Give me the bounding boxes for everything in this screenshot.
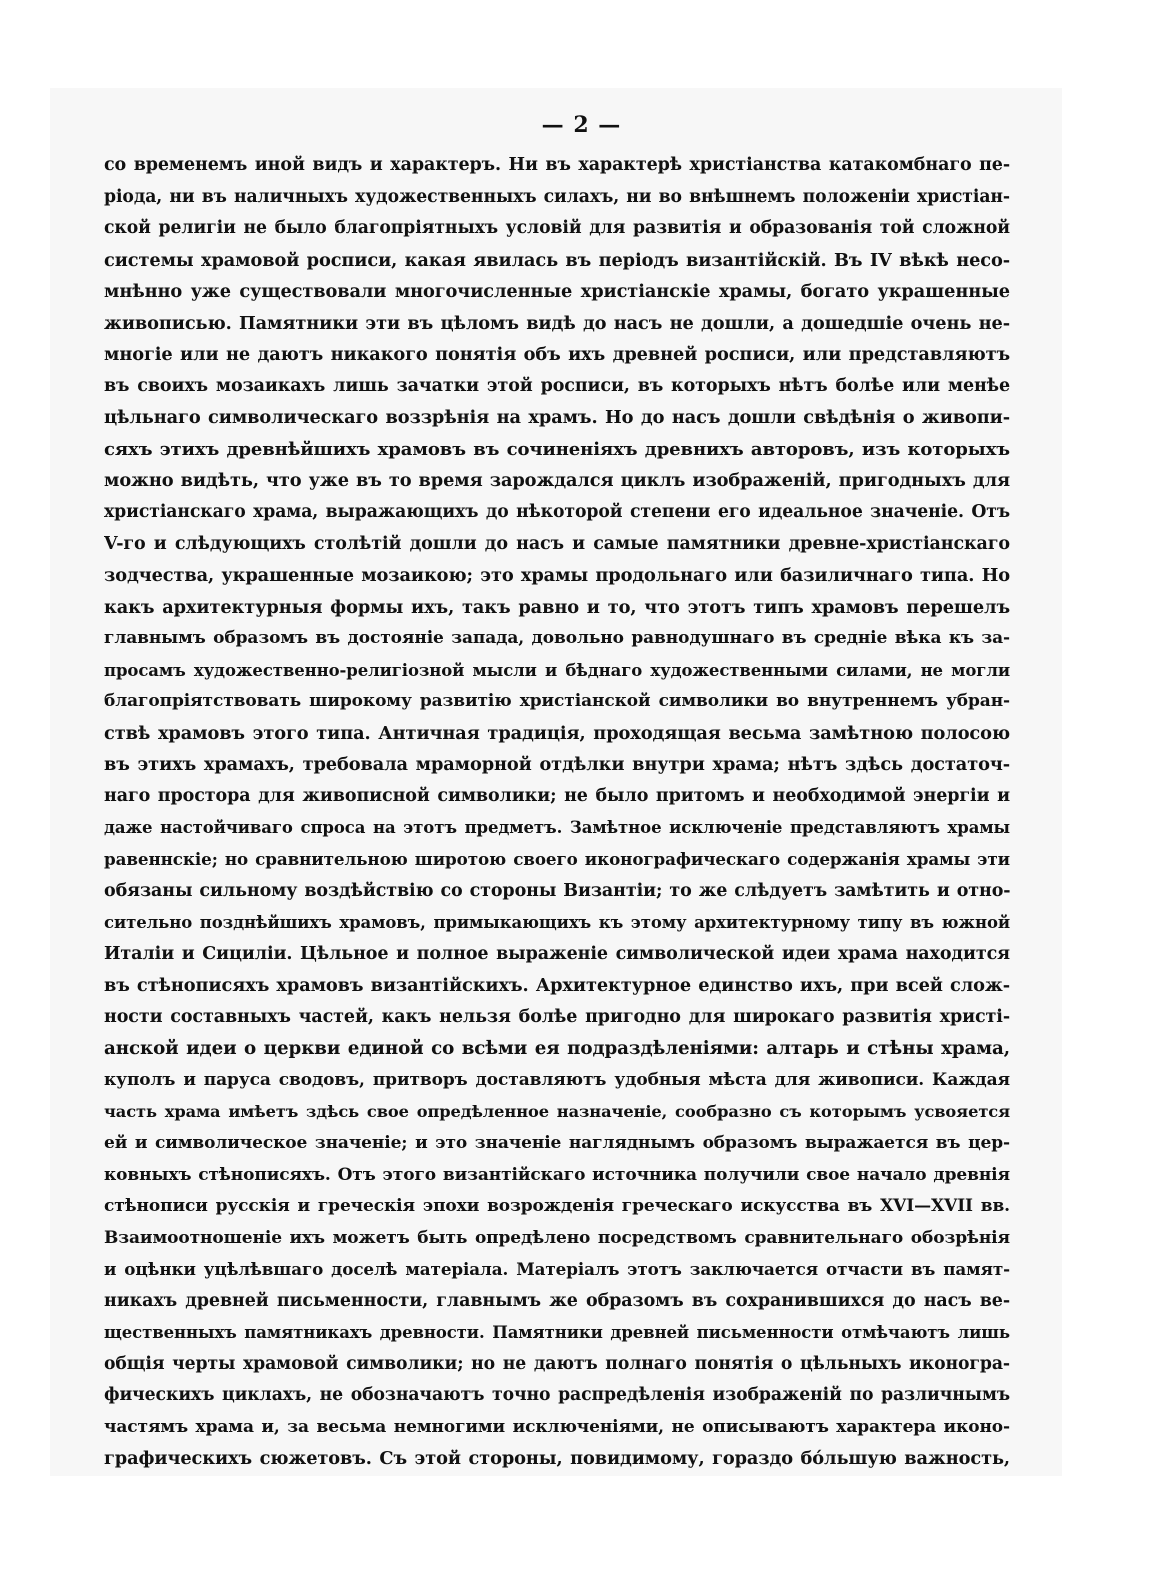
text-line: никахъ древней письменности, главнымъ же образомъ въ сохранившихся до насъ ве- (104, 1290, 1010, 1311)
text-line: ности составныхъ частей, какъ нельзя болѣе пригодно для широкаго развитія христі- (104, 1006, 1010, 1027)
text-line: со временемъ иной видъ и характеръ. Ни въ характерѣ христіанства катакомбнаго пе- (104, 155, 1010, 175)
text-line: ковныхъ стѣнописяхъ. Отъ этого византійскаго источника получили свое начало древнія (104, 1164, 1010, 1185)
text-line: щественныхъ памятникахъ древности. Памятники древней письменности отмѣчаютъ лишь (104, 1323, 1010, 1343)
text-line: наго простора для живописной символики; не было притомъ и необходимой энергіи и (104, 785, 1010, 806)
text-line: многіе или не даютъ никакого понятія объ ихъ древней росписи, или представляютъ (104, 344, 1010, 366)
text-line: Италіи и Сициліи. Цѣльное и полное выраженіе символической идеи храма находится (104, 943, 1010, 964)
text-line: ріода, ни въ наличныхъ художественныхъ силахъ, ни во внѣшнемъ положеніи христіан- (104, 186, 1010, 207)
text-line: ской религіи не было благопріятныхъ условій для развитія и образованія той сложной (104, 218, 1010, 239)
text-line: ствѣ храмовъ этого типа. Античная традиція, проходящая весьма замѣтною полосою (104, 722, 1010, 744)
text-line: зодчества, украшенные мозаикою; это храмы продольнаго или базиличнаго типа. Но (104, 565, 1010, 587)
text-line: общія черты храмовой символики; но не даютъ полнаго понятія о цѣльныхъ иконогра- (104, 1353, 1010, 1374)
text-line: частямъ храма и, за весьма немногими исключеніями, не описываютъ характера иконо- (104, 1416, 1010, 1437)
text-line: сительно позднѣйшихъ храмовъ, примыкающихъ къ этому архитектурному типу въ южной (104, 913, 1010, 933)
text-line: просамъ художественно-религіозной мысли и бѣднаго художественными силами, не могли (104, 660, 1010, 680)
text-line: въ стѣнописяхъ храмовъ византійскихъ. Архитектурное единство ихъ, при всей слож- (104, 975, 1010, 997)
text-line: ей и символическое значеніе; и это значеніе нагляднымъ образомъ выражается въ цер- (104, 1132, 1010, 1153)
text-line: можно видѣть, что уже въ то время зарождался циклъ изображеній, пригодныхъ для (104, 470, 1010, 492)
text-line: системы храмовой росписи, какая явилась въ періодъ византійскій. Въ IV вѣкѣ несо- (104, 249, 1010, 271)
text-line: въ своихъ мозаикахъ лишь зачатки этой росписи, въ которыхъ нѣтъ болѣе или менѣе (104, 375, 1010, 396)
text-line: анской идеи о церкви единой со всѣми ея подраздѣленіями: алтарь и стѣны храма, (104, 1038, 1010, 1060)
text-line: какъ архитектурныя формы ихъ, такъ равно и то, что этотъ типъ храмовъ перешелъ (104, 596, 1010, 618)
text-line: стѣнописи русскія и греческія эпохи возрожденія греческаго искусства въ XVI—XVII вв. (104, 1196, 1010, 1217)
text-line: обязаны сильному воздѣйствію со стороны Византіи; то же слѣдуетъ замѣтить и отно- (104, 880, 1010, 901)
text-line: главнымъ образомъ въ достояніе запада, довольно равнодушнаго въ средніе вѣка къ за- (104, 628, 1010, 649)
text-line: равеннскіе; но сравнительною широтою своего иконографическаго содержанія храмы эти (104, 849, 1010, 870)
body-text (104, 150, 1010, 1475)
text-line: христіанскаго храма, выражающихъ до нѣкоторой степени его идеальное значеніе. Отъ (104, 502, 1010, 523)
text-line: V-го и слѣдующихъ столѣтій дошли до насъ и самые памятники древне-христіанскаго (104, 533, 1010, 554)
text-line: цѣльнаго символическаго воззрѣнія на храмъ. Но до насъ дошли свѣдѣнія о живопи- (104, 407, 1010, 429)
text-line: сяхъ этихъ древнѣйшихъ храмовъ въ сочиненіяхъ древнихъ авторовъ, изъ которыхъ (104, 438, 1010, 460)
text-line: часть храма имѣетъ здѣсь свое опредѣленное назначеніе, сообразно съ которымъ усвояется (104, 1102, 1010, 1122)
text-line: графическихъ сюжетовъ. Съ этой стороны, повидимому, гораздо бóльшую важность, (104, 1448, 1010, 1470)
text-line: въ этихъ храмахъ, требовала мраморной отдѣлки внутри храма; нѣтъ здѣсь достаточ- (104, 754, 1010, 776)
text-line: и оцѣнки уцѣлѣвшаго доселѣ матеріала. Матеріалъ этотъ заключается отчасти въ памят- (104, 1259, 1010, 1280)
text-line: фическихъ циклахъ, не обозначаютъ точно распредѣленія изображеній по различнымъ (104, 1385, 1010, 1406)
page-number: — 2 — (541, 112, 622, 138)
text-line: живописью. Памятники эти въ цѣломъ видѣ до насъ не дошли, а дошедшіе очень не- (104, 312, 1010, 334)
text-line: даже настойчиваго спроса на этотъ предметъ. Замѣтное исключеніе представляютъ храмы (104, 818, 1010, 838)
text-line: куполъ и паруса сводовъ, притворъ доставляютъ удобныя мѣста для живописи. Каждая (104, 1069, 1010, 1090)
text-line: мнѣнно уже существовали многочисленные христіанскіе храмы, богато украшенные (104, 281, 1010, 303)
text-line: Взаимоотношеніе ихъ можетъ быть опредѣлено посредствомъ сравнительнаго обозрѣнія (104, 1227, 1010, 1248)
text-line: благопріятствовать широкому развитію христіанской символики во внутреннемъ убран- (104, 691, 1010, 712)
